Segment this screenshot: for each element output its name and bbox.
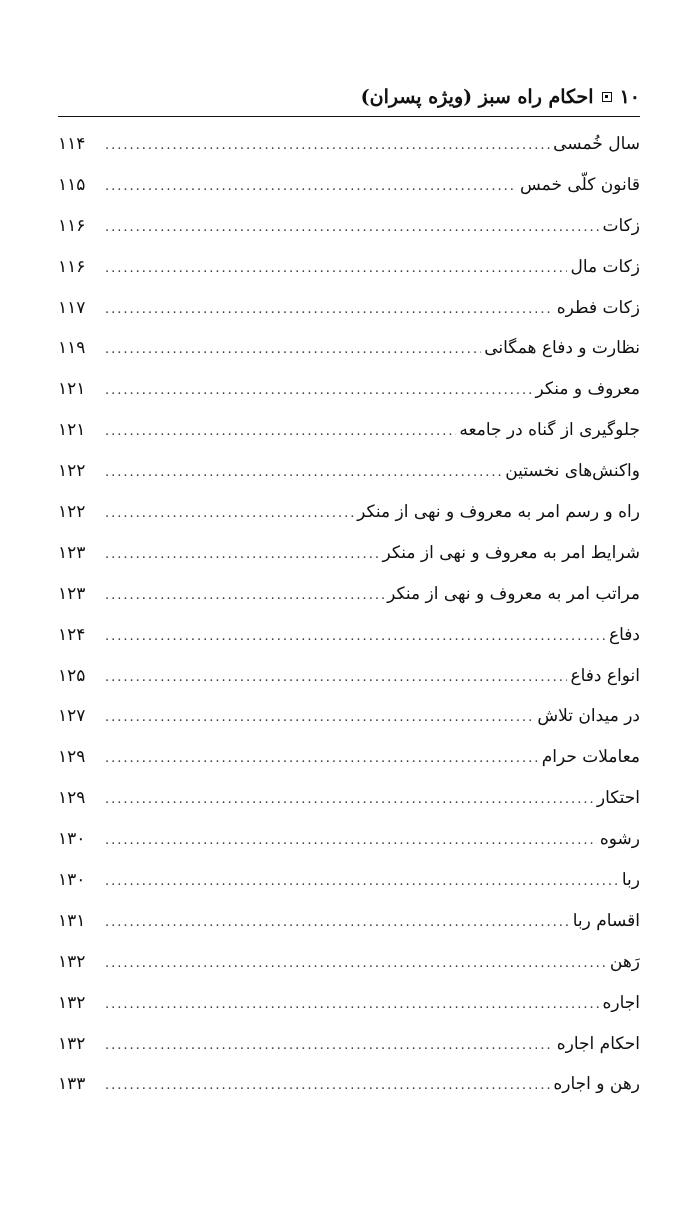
running-header: [58, 80, 640, 114]
toc-page: ۱۲۲: [58, 461, 86, 482]
toc-title: جلوگیری از گناه در جامعه: [459, 420, 640, 441]
leader-dots: [105, 751, 539, 766]
toc-title: زکات فطره: [556, 297, 640, 318]
toc-page: ۱۲۳: [58, 583, 86, 604]
toc-page: ۱۱۶: [58, 256, 86, 277]
leader-dots: [105, 220, 600, 235]
leader-dots: [105, 670, 567, 685]
toc-title: قانون کلّی خمس: [519, 174, 640, 195]
toc-entry: [58, 502, 640, 543]
toc-title: دفاع: [608, 624, 640, 645]
toc-title: رَهن: [609, 951, 640, 972]
toc-page: ۱۳۱: [58, 910, 86, 931]
toc-entry: [58, 134, 640, 175]
toc-entry: [58, 175, 640, 216]
toc-title: واکنش‌های نخستین: [505, 461, 640, 482]
toc-title: مراتب امر به معروف و نهی از منکر: [387, 583, 640, 604]
toc-entry: [58, 543, 640, 584]
leader-dots: [105, 710, 534, 725]
toc-title: احتکار: [596, 788, 640, 809]
toc-entry: [58, 952, 640, 993]
toc-entry: [58, 829, 640, 870]
toc-entry: [58, 298, 640, 339]
toc-title: معروف و منکر: [535, 379, 640, 400]
toc-entry: [58, 338, 640, 379]
toc-page: ۱۲۵: [58, 665, 86, 686]
toc-page: ۱۲۱: [58, 379, 86, 400]
toc-page: ۱۱۷: [58, 297, 86, 318]
toc-title: نظارت و دفاع همگانی: [484, 338, 640, 359]
toc-page: ۱۳۳: [58, 1074, 86, 1095]
toc-entry: [58, 1034, 640, 1075]
toc-entry: [58, 420, 640, 461]
toc-page: ۱۳۲: [58, 1033, 86, 1054]
toc-entry: [58, 216, 640, 257]
page-number: ۱۰: [619, 86, 640, 108]
toc-title: انواع دفاع: [570, 665, 640, 686]
toc-page: ۱۲۷: [58, 706, 86, 727]
leader-dots: [105, 424, 456, 439]
toc-title: زکات مال: [570, 256, 640, 277]
toc-entry: [58, 870, 640, 911]
toc-title: رشوه: [599, 829, 640, 850]
toc-page: ۱۳۲: [58, 992, 86, 1013]
leader-dots: [105, 383, 532, 398]
toc-entry: [58, 584, 640, 625]
toc-entry: [58, 625, 640, 666]
leader-dots: [105, 302, 554, 317]
toc-title: سال خُمسی: [553, 134, 640, 154]
toc-page: ۱۳۰: [58, 870, 86, 891]
toc-entry: [58, 747, 640, 788]
toc-page: ۱۳۲: [58, 951, 86, 972]
leader-dots: [105, 1078, 550, 1093]
leader-dots: [105, 506, 354, 521]
toc-title: راه و رسم امر به معروف و نهی از منکر: [357, 502, 640, 523]
toc-title: در میدان تلاش: [537, 706, 640, 727]
leader-dots: [105, 342, 481, 357]
toc-title: ربا: [621, 870, 640, 891]
leader-dots: [105, 792, 594, 807]
toc-title: احکام اجاره: [556, 1033, 640, 1054]
leader-dots: [105, 588, 384, 603]
toc-page: ۱۲۹: [58, 747, 86, 768]
toc-entry: [58, 257, 640, 298]
toc-entry: [58, 788, 640, 829]
toc-page: ۱۳۰: [58, 829, 86, 850]
leader-dots: [105, 465, 502, 480]
toc-entry: [58, 461, 640, 502]
toc-title: زکات: [602, 215, 640, 236]
toc-page: ۱۲۴: [58, 624, 86, 645]
table-of-contents: [58, 134, 640, 1115]
toc-page: ۱۱۵: [58, 174, 86, 195]
toc-page: ۱۲۱: [58, 420, 86, 441]
square-bullet-icon: [602, 92, 612, 102]
toc-page: ۱۲۹: [58, 788, 86, 809]
leader-dots: [105, 915, 570, 930]
leader-dots: [105, 138, 550, 153]
toc-page: ۱۱۹: [58, 338, 86, 359]
toc-title: معاملات حرام: [541, 747, 640, 768]
toc-page: ۱۱۶: [58, 215, 86, 236]
toc-entry: [58, 706, 640, 747]
leader-dots: [105, 956, 607, 971]
toc-page: ۱۲۲: [58, 502, 86, 523]
toc-entry: [58, 1074, 640, 1115]
leader-dots: [105, 261, 567, 276]
book-page: [58, 0, 640, 1228]
toc-entry: [58, 911, 640, 952]
toc-title: رهن و اجاره: [553, 1074, 640, 1095]
toc-title: اجاره: [602, 992, 640, 1013]
leader-dots: [105, 1038, 554, 1053]
toc-page: ۱۲۳: [58, 542, 86, 563]
toc-page: ۱۱۴: [58, 134, 86, 154]
leader-dots: [105, 997, 599, 1012]
leader-dots: [105, 629, 606, 644]
leader-dots: [105, 874, 619, 889]
leader-dots: [105, 179, 517, 194]
book-title: احکام راه سبز (ویژه پسران): [360, 86, 594, 108]
header-rule: [58, 116, 640, 117]
toc-entry: [58, 993, 640, 1034]
toc-entry: [58, 666, 640, 707]
toc-title: شرایط امر به معروف و نهی از منکر: [382, 542, 640, 563]
toc-title: اقسام ربا: [572, 910, 640, 931]
toc-entry: [58, 379, 640, 420]
leader-dots: [105, 833, 597, 848]
leader-dots: [105, 547, 380, 562]
